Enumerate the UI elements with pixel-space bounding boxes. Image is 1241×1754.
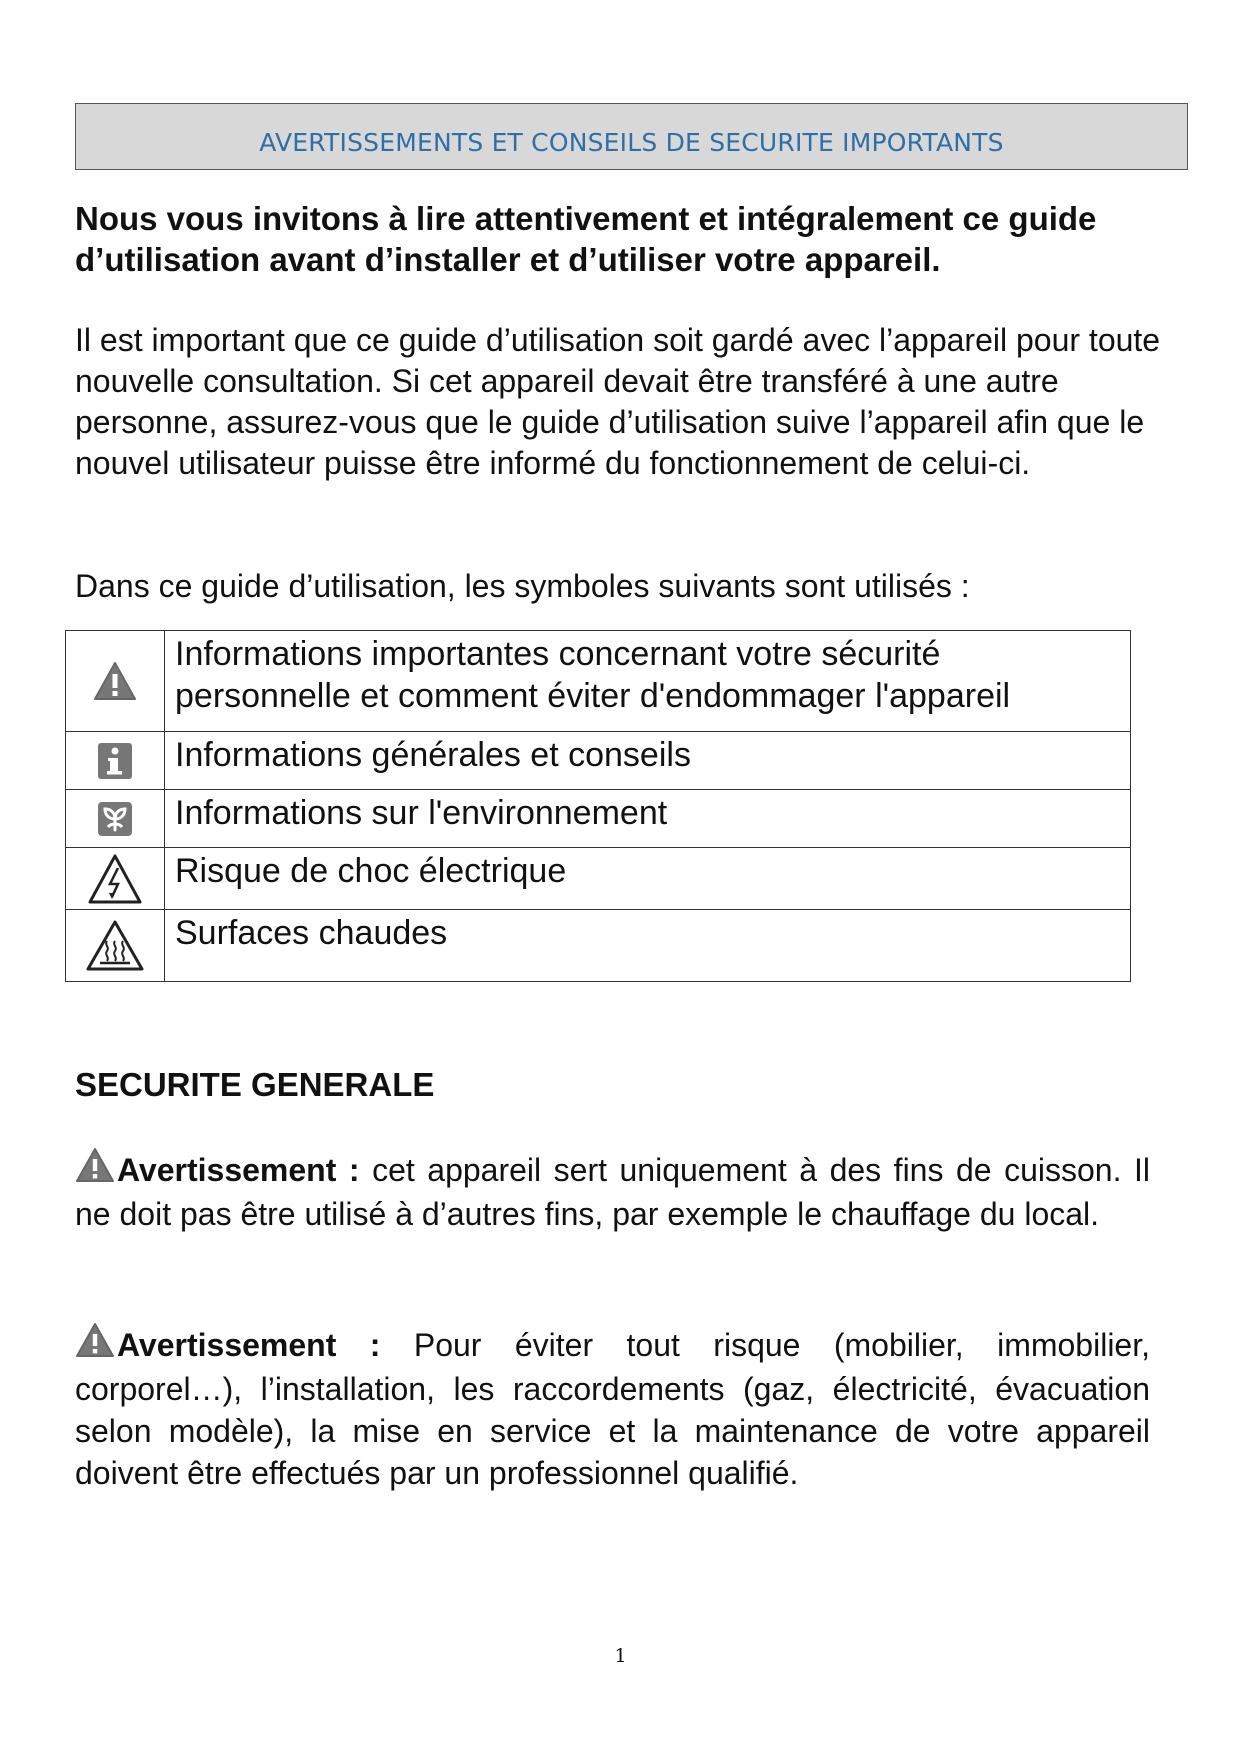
table-row [66,910,1131,982]
hot-surface-icon [85,919,145,973]
intro-bold-text: Nous vous invitons à lire attentivement et intégralement ce guide d’utilisation avant d’installer et d’utiliser votre appareil. [75,200,1097,278]
table-row [66,848,1131,910]
warning-text: cet appareil sert uniquement à des fins de cuisson. Il ne doit pas être utilisé à d’autres fins, par exemple le chauffage du local. [75,1152,1151,1232]
warning-text: Pour éviter tout risque (mobilier, immobilier, corporel…), l’installation, les raccordements (gaz, électricité, évacuation selon modèle), la mise en service et la maintenance de votre appareil doivent être effectués par un professionnel qualifié. [75,1327,1151,1491]
table-row [66,790,1131,848]
section-title: SECURITE GENERALE [75,1066,435,1103]
symbols-intro: Dans ce guide d’utilisation, les symboles suivants sont utilisés : [75,568,970,604]
symbol-description: Informations générales et conseils [165,732,1131,790]
symbol-description: Informations importantes concernant votre sécurité personnelle et comment éviter d'endommager l'appareil [165,631,1131,732]
warning-label: Avertissement : [117,1152,360,1188]
symbol-description: Surfaces chaudes [165,910,1131,982]
warning-triangle-icon [75,1322,115,1358]
warning-paragraph [75,1147,1150,1235]
symbol-description: Risque de choc électrique [165,848,1131,910]
warning-triangle-icon [75,1147,115,1183]
symbol-description: Informations sur l'environnement [165,790,1131,848]
warning-paragraph [75,1322,1150,1494]
warning-label: Avertissement : [117,1327,381,1363]
warning-triangle-icon [93,661,137,701]
environment-icon [97,801,133,837]
electric-shock-icon [87,853,143,905]
page-number: 1 [614,1645,627,1667]
symbols-table [65,630,1131,982]
info-icon [97,742,133,780]
intro-paragraph: Il est important que ce guide d’utilisation soit gardé avec l’appareil pour toute nouvelle consultation. Si cet appareil devait être transféré à une autre personne, assurez-vous que le guide d’utilisation suive l’appareil afin que le nouvel utilisateur puisse être informé du fonctionnement de celui-ci. [75,322,1161,481]
section-banner: AVERTISSEMENTS ET CONSEILS DE SECURITE IMPORTANTS [75,103,1188,170]
table-row [66,631,1131,732]
table-row [66,732,1131,790]
